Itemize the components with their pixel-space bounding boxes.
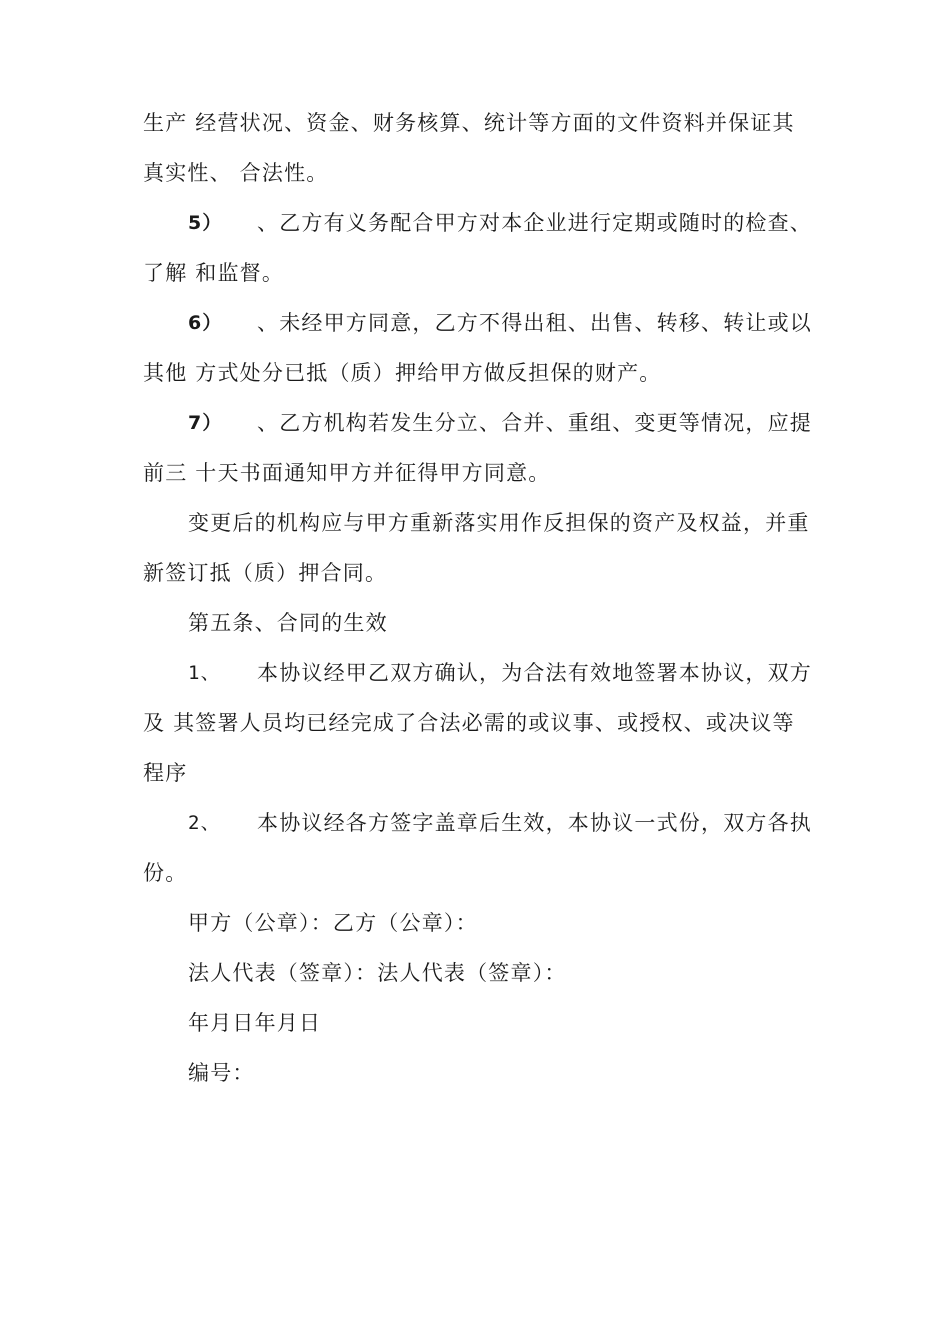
line-text: 生产 经营状况、资金、财务核算、统计等方面的文件资料并保证其 xyxy=(143,111,795,135)
numbered-item-2 xyxy=(0,808,950,838)
line-text: 甲方（公章）：乙方（公章）： xyxy=(188,911,478,935)
line-text: 其他 方式处分已抵（质）押给甲方做反担保的财产。 xyxy=(143,361,662,385)
line-text: 份。 xyxy=(143,861,188,885)
line-text: 编号： xyxy=(188,1061,255,1085)
numbered-item-7 xyxy=(0,408,950,438)
text-line xyxy=(0,508,950,538)
item-number: 1、 xyxy=(188,662,221,684)
line-text: 变更后的机构应与甲方重新落实用作反担保的资产及权益，并重 xyxy=(188,511,810,535)
section-heading xyxy=(0,608,950,638)
line-text: 年月日年月日 xyxy=(188,1011,322,1035)
text-line xyxy=(0,358,950,388)
numbered-item-1 xyxy=(0,658,950,688)
numbered-item-6 xyxy=(0,308,950,338)
line-text: 本协议经甲乙双方确认，为合法有效地签署本协议，双方 xyxy=(257,661,812,685)
line-text: 本协议经各方签字盖章后生效，本协议一式份，双方各执 xyxy=(257,811,812,835)
text-line xyxy=(0,708,950,738)
signature-line-seal xyxy=(0,908,950,938)
item-number: 5） xyxy=(188,212,223,234)
signature-line-representative xyxy=(0,958,950,988)
text-line xyxy=(0,758,950,788)
line-text: 及 其签署人员均已经完成了合法必需的或议事、或授权、或决议等 xyxy=(143,711,795,735)
line-text: 、乙方有义务配合甲方对本企业进行定期或随时的检查、 xyxy=(257,211,812,235)
line-text: 法人代表（签章）：法人代表（签章）： xyxy=(188,961,567,985)
text-line xyxy=(0,158,950,188)
line-text: 、乙方机构若发生分立、合并、重组、变更等情况，应提 xyxy=(257,411,812,435)
line-text: 、未经甲方同意，乙方不得出租、出售、转移、转让或以 xyxy=(257,311,812,335)
item-number: 7） xyxy=(188,412,223,434)
numbered-item-5 xyxy=(0,208,950,238)
line-text: 前三 十天书面通知甲方并征得甲方同意。 xyxy=(143,461,551,485)
item-number: 6） xyxy=(188,312,223,334)
text-line xyxy=(0,458,950,488)
text-line xyxy=(0,108,950,138)
text-line xyxy=(0,858,950,888)
line-text: 了解 和监督。 xyxy=(143,261,285,285)
signature-line-date xyxy=(0,1008,950,1038)
line-text: 真实性、 合法性。 xyxy=(143,161,329,185)
line-text: 新签订抵（质）押合同。 xyxy=(143,561,388,585)
document-number-line xyxy=(0,1058,950,1088)
line-text: 程序 xyxy=(143,761,188,785)
text-line xyxy=(0,258,950,288)
line-text: 第五条、合同的生效 xyxy=(188,611,388,635)
item-number: 2、 xyxy=(188,812,221,834)
text-line xyxy=(0,558,950,588)
